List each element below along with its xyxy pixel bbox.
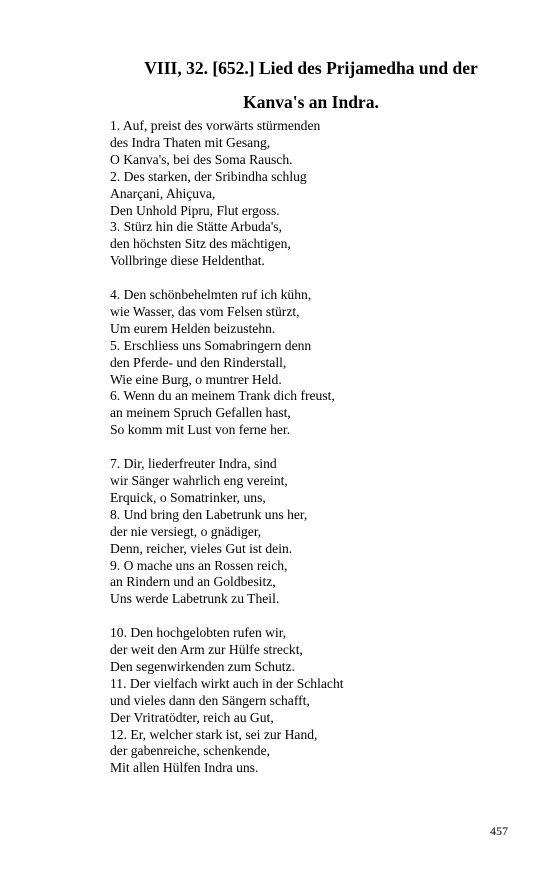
page-title-line-2: Kanva's an Indra. xyxy=(243,92,379,112)
verse-line: 5. Erschliess uns Somabringern denn xyxy=(110,337,312,353)
verse-line: 9. O mache uns an Rossen reich, xyxy=(110,557,288,573)
verse-line: Vollbringe diese Heldenthat. xyxy=(110,253,265,269)
verse-line: So komm mit Lust von ferne her. xyxy=(110,422,291,438)
verse-line: an meinem Spruch Gefallen hast, xyxy=(110,405,291,421)
page-number: 457 xyxy=(490,824,508,838)
verse-line: Erquick, o Somatrinker, uns, xyxy=(110,489,266,505)
verse-line: 4. Den schönbehelmten ruf ich kühn, xyxy=(110,287,312,303)
verse-line: 2. Des starken, der Sribindha schlug xyxy=(110,168,307,184)
verse-line: 3. Stürz hin die Stätte Arbuda's, xyxy=(110,219,282,235)
verse-line: und vieles dann den Sängern schafft, xyxy=(110,692,310,708)
verse-line: der weit den Arm zur Hülfe streckt, xyxy=(110,642,303,658)
verse-line: Wie eine Burg, o muntrer Held. xyxy=(110,371,282,387)
verse-line: 10. Den hochgelobten rufen wir, xyxy=(110,625,287,641)
verse-line: des Indra Thaten mit Gesang, xyxy=(110,134,271,150)
verse-line: 6. Wenn du an meinem Trank dich freust, xyxy=(110,388,335,404)
verse-line: 11. Der vielfach wirkt auch in der Schlacht xyxy=(110,675,344,691)
stanza-4 xyxy=(110,625,530,777)
verse-line: Denn, reicher, vieles Gut ist dein. xyxy=(110,540,293,556)
stanza-3 xyxy=(110,456,530,608)
verse-line: der nie versiegt, o gnädiger, xyxy=(110,523,262,539)
verse-line: den höchsten Sitz des mächtigen, xyxy=(110,236,291,252)
verse-line: O Kanva's, bei des Soma Rausch. xyxy=(110,151,293,167)
verse-line: Den segenwirkenden zum Schutz. xyxy=(110,658,295,674)
verse-line: Den Unhold Pipru, Flut ergoss. xyxy=(110,202,280,218)
verse-line: 1. Auf, preist des vorwärts stürmenden xyxy=(110,118,321,133)
stanza-2 xyxy=(110,287,530,439)
stanza-1 xyxy=(110,118,530,270)
verse-line: Um eurem Helden beizustehn. xyxy=(110,320,276,336)
verse-line: wie Wasser, das vom Felsen stürzt, xyxy=(110,303,300,319)
verse-line: Uns werde Labetrunk zu Theil. xyxy=(110,591,280,607)
verse-line: Der Vritratödter, reich au Gut, xyxy=(110,709,274,725)
poem-body xyxy=(110,118,530,794)
verse-line: der gabenreiche, schenkende, xyxy=(110,743,271,759)
page-title-line-1: VIII, 32. [652.] Lied des Prijamedha und der xyxy=(144,58,478,78)
verse-line: 8. Und bring den Labetrunk uns her, xyxy=(110,506,308,522)
verse-line: 12. Er, welcher stark ist, sei zur Hand, xyxy=(110,726,318,742)
verse-line: Mit allen Hülfen Indra uns. xyxy=(110,760,259,776)
verse-line: an Rindern und an Goldbesitz, xyxy=(110,574,276,590)
verse-line: 7. Dir, liederfreuter Indra, sind xyxy=(110,456,277,472)
verse-line: Anarçani, Ahiçuva, xyxy=(110,185,216,201)
verse-line: wir Sänger wahrlich eng vereint, xyxy=(110,473,288,488)
verse-line: den Pferde- und den Rinderstall, xyxy=(110,354,287,370)
